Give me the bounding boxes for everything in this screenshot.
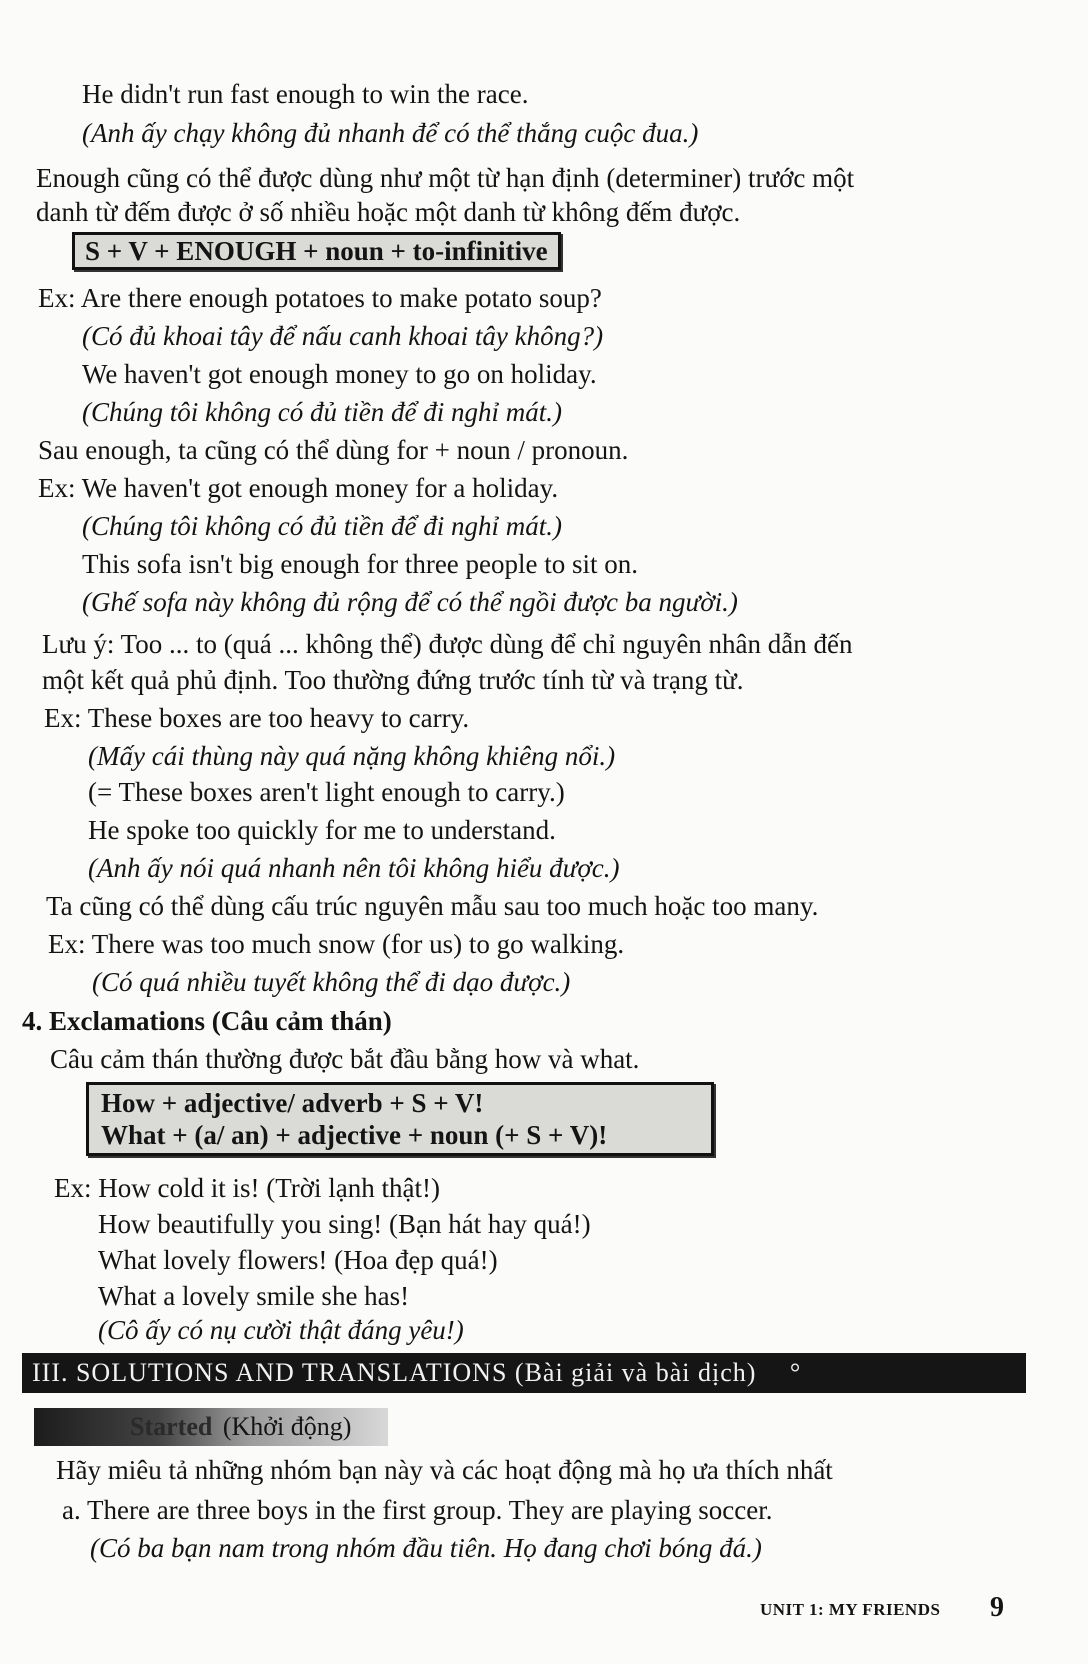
page-number: 9 (990, 1592, 1004, 1623)
body-text: Sau enough, ta cũng có thể dùng for + noun / pronoun. (38, 435, 629, 465)
example-sentence: Ex: Are there enough potatoes to make potato soup? (38, 283, 602, 313)
sub-banner (34, 1408, 388, 1446)
example-sentence: (= These boxes aren't light enough to carry.) (88, 777, 565, 807)
example-sentence: He didn't run fast enough to win the race. (82, 79, 529, 109)
example-sentence: How beautifully you sing! (Bạn hát hay quá!) (98, 1209, 591, 1239)
section-banner-marker: ° (789, 1358, 802, 1387)
example-translation: (Cô ấy có nụ cười thật đáng yêu!) (98, 1315, 464, 1345)
instruction-text: Hãy miêu tả những nhóm bạn này và các hoạt động mà họ ưa thích nhất (56, 1455, 833, 1485)
body-text: danh từ đếm được ở số nhiều hoặc một danh từ không đếm được. (36, 197, 741, 227)
note-text: Lưu ý: Too ... to (quá ... không thể) được dùng để chỉ nguyên nhân dẫn đến (42, 629, 853, 659)
body-text: Enough cũng có thể được dùng như một từ hạn định (determiner) trước một (36, 163, 855, 193)
example-translation: (Ghế sofa này không đủ rộng để có thể ngồi được ba người.) (82, 587, 738, 617)
example-translation: (Chúng tôi không có đủ tiền để đi nghỉ mát.) (82, 397, 562, 427)
formula-how: How + adjective/ adverb + S + V! (101, 1088, 484, 1118)
section-banner-title: III. SOLUTIONS AND TRANSLATIONS (Bài giải và bài dịch) (32, 1358, 757, 1387)
answer-translation: (Có ba bạn nam trong nhóm đầu tiên. Họ đang chơi bóng đá.) (90, 1533, 762, 1563)
example-sentence: He spoke too quickly for me to understand. (88, 815, 556, 845)
example-translation: (Có quá nhiều tuyết không thể đi dạo được.) (92, 967, 571, 997)
footer-unit: UNIT 1: MY FRIENDS (760, 1600, 941, 1619)
sub-banner-translation: (Khởi động) (222, 1412, 352, 1441)
example-sentence: What a lovely smile she has! (98, 1281, 410, 1311)
body-text: Câu cảm thán thường được bắt đầu bằng how và what. (50, 1044, 640, 1074)
example-translation: (Chúng tôi không có đủ tiền để đi nghỉ mát.) (82, 511, 562, 541)
example-translation: (Anh ấy chạy không đủ nhanh để có thể thắng cuộc đua.) (82, 118, 699, 148)
example-translation: (Mấy cái thùng này quá nặng không khiêng nổi.) (88, 741, 616, 771)
formula-what: What + (a/ an) + adjective + noun (+ S + V)! (101, 1120, 608, 1150)
note-text: một kết quả phủ định. Too thường đứng trước tính từ và trạng từ. (42, 665, 744, 695)
section-banner (22, 1353, 1026, 1393)
formula-box-exclamations (86, 1082, 714, 1156)
example-sentence: Ex: These boxes are too heavy to carry. (44, 703, 470, 733)
body-text: Ta cũng có thể dùng cấu trúc nguyên mẫu sau too much hoặc too many. (46, 891, 819, 921)
formula-box-enough: S + V + ENOUGH + noun + to-infinitive (72, 232, 561, 270)
example-translation: (Anh ấy nói quá nhanh nên tôi không hiểu được.) (88, 853, 620, 883)
example-sentence: We haven't got enough money to go on holiday. (82, 359, 597, 389)
example-sentence: This sofa isn't big enough for three people to sit on. (82, 549, 639, 579)
example-translation: (Có đủ khoai tây để nấu canh khoai tây không?) (82, 321, 604, 351)
example-sentence: What lovely flowers! (Hoa đẹp quá!) (98, 1245, 498, 1275)
section-heading: 4. Exclamations (Câu cảm thán) (22, 1006, 392, 1036)
example-sentence: Ex: How cold it is! (Trời lạnh thật!) (54, 1173, 440, 1203)
example-sentence: Ex: We haven't got enough money for a holiday. (38, 473, 559, 503)
example-sentence: Ex: There was too much snow (for us) to go walking. (48, 929, 625, 959)
sub-banner-label: Started (130, 1412, 213, 1441)
answer-sentence: a. There are three boys in the first group. They are playing soccer. (62, 1495, 773, 1525)
